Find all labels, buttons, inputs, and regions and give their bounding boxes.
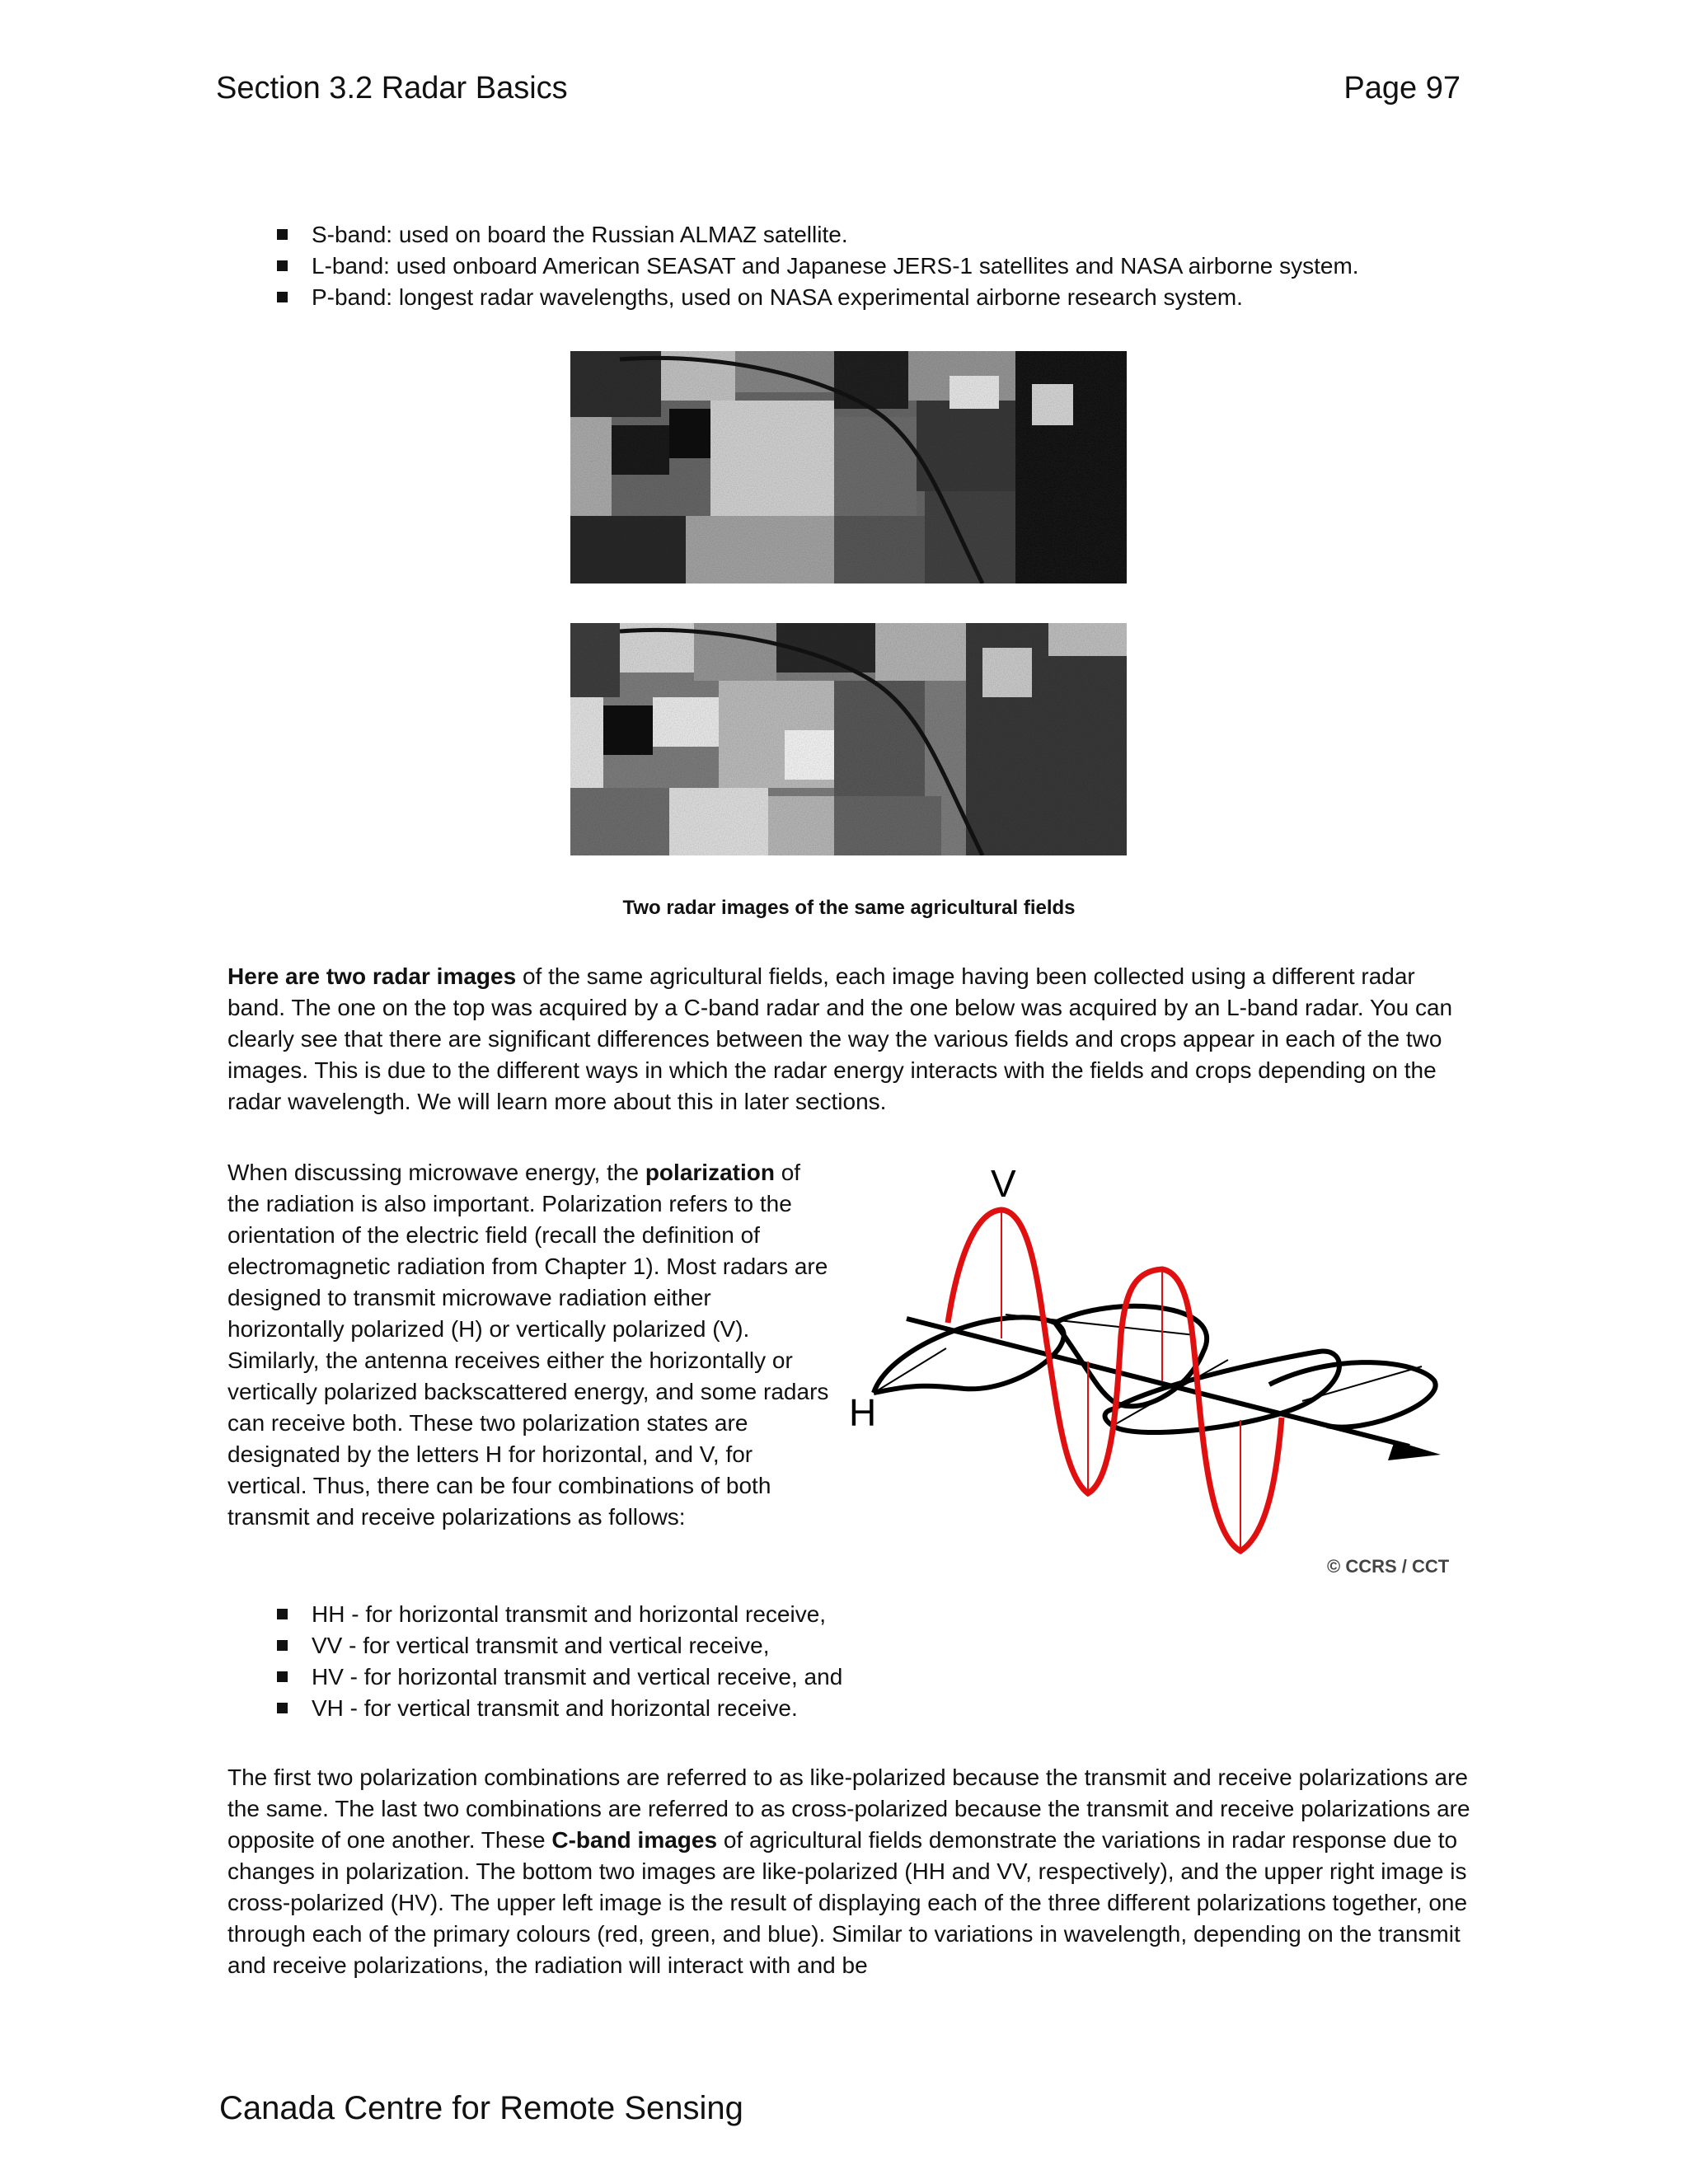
paragraph-text: The first two polarization combinations are referred to as like-polarized because the transmit and receive polarizations are the same. The last two combinations are referred to as cross-polarized because the transmit and receive polarizations are opposite of one another. These [227,1765,1470,1853]
radar-image-l-band [570,623,1127,855]
credit-text: © CCRS / CCT [1327,1556,1450,1577]
list-item: HH - for horizontal transmit and horizontal receive, [277,1599,842,1630]
lead-text: Here are two radar images [227,963,517,989]
figure-caption: Two radar images of the same agricultural fields [622,897,1076,919]
list-item: L-band: used onboard American SEASAT and Japanese JERS-1 satellites and NASA airborne system. [277,251,1359,282]
list-item: S-band: used on board the Russian ALMAZ satellite. [277,219,1359,251]
arrow-head-icon [1388,1441,1441,1460]
paragraph [227,961,1464,1118]
list-item: HV - for horizontal transmit and vertical receive, and [277,1661,842,1693]
band-list [277,219,1359,313]
paragraph-text: of the same agricultural fields, each image having been collected using a different radar band. The one on the top was acquired by a C-band radar and the one below was acquired by an L-band radar. You can clearly see that there are significant differences between the way the various fields and crops appear in each of the two images. This is due to the different ways in which the radar energy interacts with the fields and crops depending on the radar wavelength. We will learn more about this in later sections. [227,963,1453,1114]
paragraph-text: of the radiation is also important. Polarization refers to the orientation of the electric field (recall the definition of electromagnetic radiation from Chapter 1). Most radars are designed to transmit microwave radiation either horizontally polarized (H) or vertically polarized (V). Similarly, the antenna receives either the horizontally or vertically polarized backscattered energy, and some radars can receive both. These two polarization states are designated by the letters H for horizontal, and V, for vertical. Thus, there can be four combinations of both transmit and receive polarizations as follows: [227,1160,829,1530]
keyword: polarization [645,1160,775,1185]
paragraph-text: When discussing microwave energy, the [227,1160,645,1185]
polarization-diagram [841,1154,1467,1582]
list-item: VV - for vertical transmit and vertical receive, [277,1630,842,1661]
radar-image-c-band [570,351,1127,583]
section-title: Section 3.2 Radar Basics [216,71,568,105]
page-number: Page 97 [1343,71,1461,105]
footer-text: Canada Centre for Remote Sensing [219,2090,743,2126]
polarization-paragraph [227,1157,829,1533]
paragraph [227,1762,1480,1981]
h-label: H [849,1391,877,1434]
list-item: VH - for vertical transmit and horizontal receive. [277,1693,842,1724]
polarization-list [277,1599,842,1724]
list-item: P-band: longest radar wavelengths, used on NASA experimental airborne research system. [277,282,1359,313]
keyword: C-band images [551,1827,718,1853]
v-label: V [991,1162,1016,1205]
paragraph-text: of agricultural fields demonstrate the variations in radar response due to changes in polarization. The bottom two images are like-polarized (HH and VV, respectively), and the upper right image is cross-polarized (HV). The upper left image is the result of displaying each of the three different polarizations together, one through each of the primary colours (red, green, and blue). Similar to variations in wavelength, depending on the transmit and receive polarizations, the radiation will interact with and be [227,1827,1468,1978]
